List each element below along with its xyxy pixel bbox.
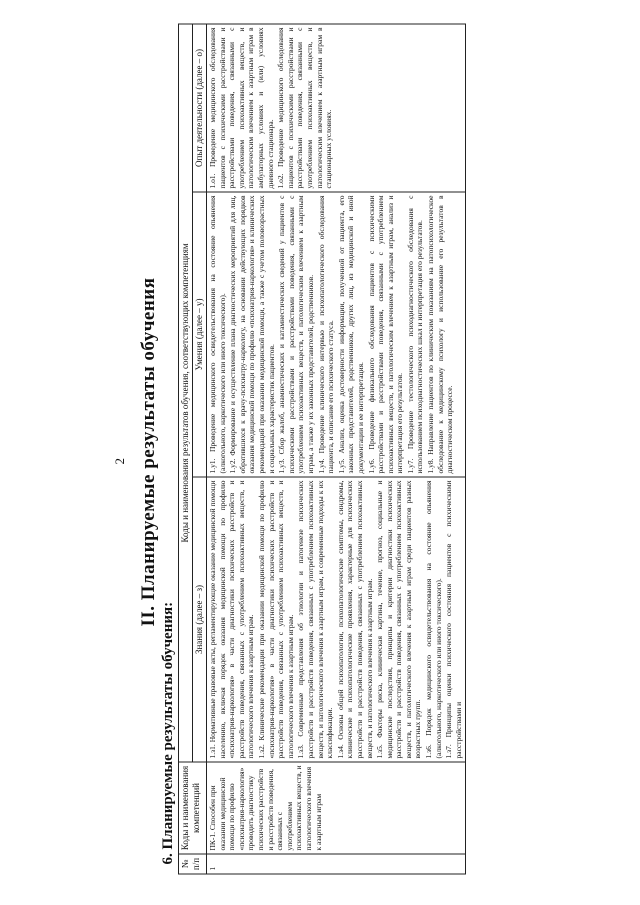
- result-item: 1.у5. Анализ, оценка достоверности информации, полученной от пациента, его законных представителей, родственников, других лиц, из медицинской и иной документации и ее интерпретация.: [336, 195, 365, 474]
- header-results-group: Коды и наименования результатов обучения, соответствующих компетенциям: [179, 24, 193, 762]
- competence-table: [178, 24, 466, 875]
- result-item: 1.з3. Современные представления об этиологии и патогенезе психических расстройств и расстройств поведения, связанных с употреблением психоактивных веществ, и патологического влечения к азартным играм, и современные подходы к их классификации.: [296, 480, 335, 759]
- result-item: 1.у8. Направление пациентов по клиническим показаниям на патопсихологическое обследование к медицинскому психологу и использование его результатов в диагностическом процессе.: [426, 195, 455, 474]
- cell-knowledge: [207, 477, 466, 762]
- result-item: 1.з7. Принципы оценки психического состояния пациентов с психическими расстройствами и: [444, 480, 463, 759]
- cell-skills: [207, 192, 466, 477]
- subsection-heading: 6. Планируемые результаты обучения:: [160, 601, 176, 865]
- result-item: 1.у1. Проведение медицинского освидетельствования на состояние опьянения (алкогольного, наркотического или иного токсического).: [208, 195, 227, 474]
- cell-experience: [207, 24, 466, 192]
- result-item: 1.з2. Клинические рекомендации при оказании медицинской помощи по профилю «психиатрия-наркология» в части диагностики психических расстройств и расстройств поведения, связанных с употреблением психоактивных веществ, и патологического влечения к азартным играм.: [256, 480, 295, 759]
- result-item: 1.у4. Проведение клинического интервью и психопатологического обследования пациента, и описание его психического статуса.: [316, 195, 336, 474]
- cell-num: 1: [207, 854, 466, 874]
- result-item: 1.з4. Основы общей психопатологии, психопатологические симптомы, синдромы, клинические и психопатологические проявления, характерные для психических расстройств и расстройств поведения, связанных с употреблением психоактивных веществ, и патологического влечения к азартным играм.: [335, 480, 374, 759]
- result-item: 1.у3. Сбор жалоб, анамнестических и катамнестических сведений у пациентов с психическими расстройствами и расстройствами поведения, связанными с употреблением психоактивных веществ, и патологическим влечением к азартным играм, а также у их законных представителей, родственников.: [277, 195, 315, 474]
- page-number: 2: [112, 458, 127, 465]
- result-item: 1.у7. Проведение тестологического психодиагностического обследования с использованием психодиагностических шкал и интерпретация его результатов.: [405, 195, 425, 474]
- result-item: 1.у2. Формирование и осуществление плана диагностических мероприятий для лиц, обратившихся к врачу-психиатру-наркологу, на основании действующих порядков оказания медицинской помощи по профилю «психиатрия-наркология» и клинических рекомендаций при оказании медицинской помощи, а также с учетом половозрастных и социальных характеристик пациентов.: [228, 195, 276, 474]
- header-codes: Коды и наименования компетенций: [179, 762, 207, 854]
- result-item: 1.о2. Проведение медицинского обследования пациентов с психическими расстройствами и расстройствами поведения, связанными с употреблением психоактивных веществ, и патологическим влечением к азартным играм в стационарных условиях.: [276, 27, 334, 189]
- result-item: 1.о1. Проведение медицинского обследования пациентов с психическими расстройствами и расстройствами поведения, связанными с употреблением психоактивных веществ, и патологическим влечением к азартным играм в амбулаторных условиях и (или) условиях дневного стационара.: [208, 27, 275, 189]
- result-item: 1.з1. Нормативные правовые акты, регламентирующие оказание медицинской помощи населению, включая порядок оказания медицинской помощи по профилю «психиатрия-наркология» в части диагностики психических расстройств и расстройств поведения, связанных с употреблением психоактивных веществ, и патологического влечения к азартным играм.: [208, 480, 256, 759]
- result-item: 1.з5. Факторы риска, клиническая картина, течение, прогноз, социальные и медицинские последствия, принципы и критерии диагностики психических расстройств и расстройств поведения, связанных с употреблением психоактивных веществ, и патологического влечения к азартным играм среди пациентов разных возрастных групп.: [375, 480, 423, 759]
- table-header-row-1: [179, 24, 193, 874]
- table-header-row-2: [193, 24, 207, 874]
- result-item: 1.з6. Порядок медицинского освидетельствования на состояние опьянения (алкогольного, наркотического или иного токсического).: [424, 480, 443, 759]
- result-item: 1.у6. Проведение физикального обследования пациентов с психическими расстройствами и расстройствами поведения, связанными с употреблением психоактивных веществ, и патологическим влечением к азартным играм, анализ и интерпретация его результатов.: [366, 195, 405, 474]
- table-row: [207, 24, 466, 874]
- cell-competence: ПК-1. Способен при оказании медицинской помощи по профилю «психиатрия-наркология» проводить диагностику психических расстройств и расстройств поведения, связанных с употреблением психоактивных веществ, и патологического влечения к азартным играм: [207, 762, 466, 854]
- header-num: № п/п: [179, 854, 207, 874]
- section-heading: II. Планируемые результаты обучения: [138, 277, 159, 627]
- header-knowledge: Знания (далее – з): [193, 477, 207, 762]
- header-skills: Умения (далее – у): [193, 192, 207, 477]
- header-experience: Опыт деятельности (далее – о): [193, 24, 207, 192]
